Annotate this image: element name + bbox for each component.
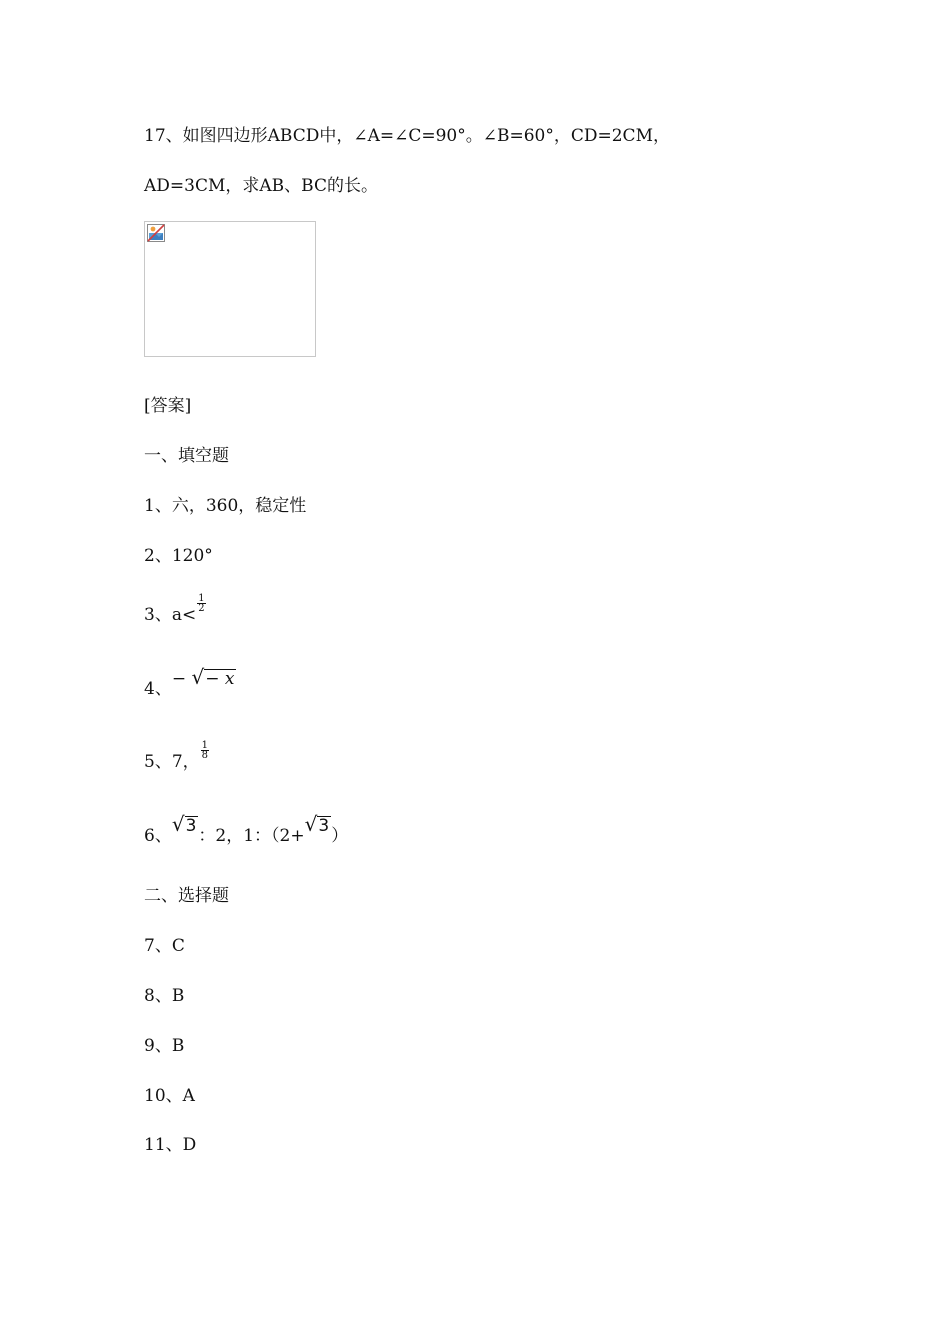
fraction-numerator: 1 xyxy=(201,740,209,751)
answer-4 xyxy=(144,665,236,701)
radical-sign: √ xyxy=(304,812,318,836)
minus-sign: − xyxy=(171,669,187,689)
sqrt-three-second xyxy=(305,812,332,838)
fraction-one-half xyxy=(197,594,205,613)
fraction-numerator: 1 xyxy=(198,593,205,604)
sqrt-expression xyxy=(191,665,236,691)
question-line-2: AD=3CM，求AB、BC的长。 xyxy=(144,176,378,196)
fraction-one-eighth xyxy=(201,741,209,760)
answer-6 xyxy=(144,812,349,848)
fraction-denominator: 2 xyxy=(198,603,205,614)
radicand: − x xyxy=(205,669,235,689)
question-line-1: 17、如图四边形ABCD中，∠A=∠C=90°。∠B=60°，CD=2CM， xyxy=(144,126,670,146)
answer-8: 8、B xyxy=(144,986,185,1006)
answer-header: [答案] xyxy=(144,396,192,416)
answer-7: 7、C xyxy=(144,936,185,956)
broken-image-icon xyxy=(147,224,165,242)
answer-1: 1、六，360，稳定性 xyxy=(144,496,307,516)
sqrt-three-first xyxy=(172,812,199,838)
answer-9: 9、B xyxy=(144,1036,185,1056)
fraction-denominator: 8 xyxy=(201,750,209,761)
answer-3 xyxy=(144,593,206,627)
figure-image-placeholder xyxy=(144,221,316,357)
answer-10: 10、A xyxy=(144,1086,195,1106)
radical-sign: √ xyxy=(191,665,205,689)
answer-6-prefix: 6、 xyxy=(144,826,172,846)
answer-5 xyxy=(144,740,209,774)
section-2-title: 二、选择题 xyxy=(144,886,229,906)
answer-6-middle: ：2，1：（2+ xyxy=(198,826,305,846)
radicand: 3 xyxy=(185,816,197,836)
section-1-title: 一、填空题 xyxy=(144,446,229,466)
answer-11: 11、D xyxy=(144,1135,197,1155)
answer-5-prefix: 5、7， xyxy=(144,752,200,772)
radical-sign: √ xyxy=(171,812,185,836)
answer-4-prefix: 4、 xyxy=(144,679,172,699)
answer-3-prefix: 3、a< xyxy=(144,605,197,625)
answer-4-expression xyxy=(171,665,237,689)
answer-2: 2、120° xyxy=(144,546,213,566)
answer-6-suffix: ） xyxy=(331,826,349,846)
radicand: 3 xyxy=(318,816,330,836)
